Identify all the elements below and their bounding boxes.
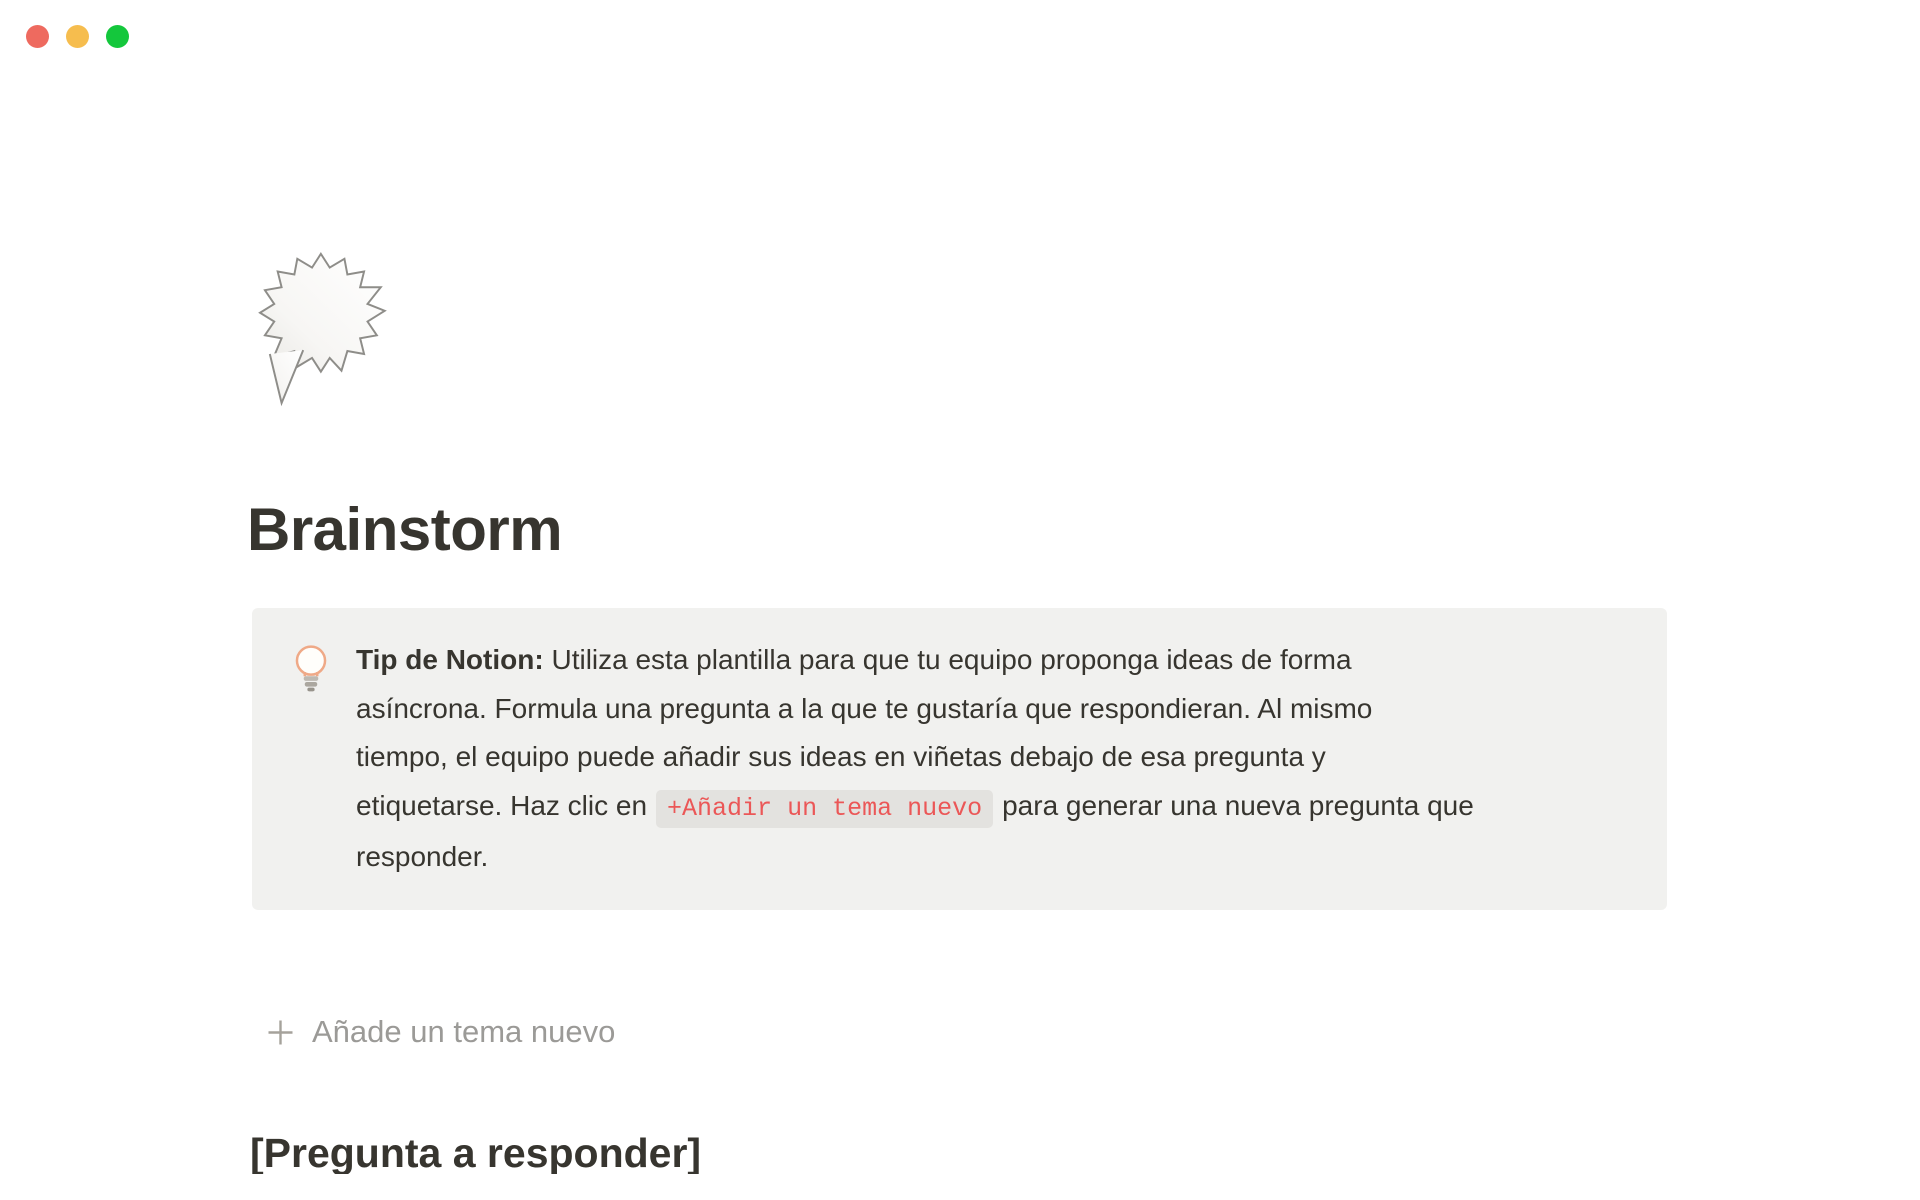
page-icon-button[interactable] [240,246,388,408]
callout-line-4-before: etiquetarse. Haz clic en [356,789,648,821]
callout-line-5: responder. [356,841,489,872]
close-button[interactable] [26,25,49,48]
tip-label: Tip de Notion: [356,644,544,675]
section-heading[interactable]: [Pregunta a responder] [250,1130,702,1174]
callout-line-2: asíncrona. Formula una pregunta a la que te gustaría que respondieran. Al mismo [356,692,1373,724]
section-heading-clip [250,1128,1250,1174]
add-topic-button[interactable] [265,1008,615,1056]
lightbulb-icon[interactable] [290,636,334,701]
callout-line-4 [356,782,1474,834]
minimize-button[interactable] [66,25,89,48]
code-snippet: +Añadir un tema nuevo [656,790,993,828]
callout-line-3: tiempo, el equipo puede añadir sus ideas en viñetas debajo de esa pregunta y [356,741,1326,772]
callout-line-4-after: para generar una nueva pregunta que [1002,789,1474,821]
page-title[interactable]: Brainstorm [247,496,563,563]
callout-line-1 [356,636,1474,685]
plus-icon [265,1017,296,1048]
window-controls [26,25,129,48]
zoom-button[interactable] [106,25,129,48]
tip-callout [252,608,1667,910]
anger-bubble-icon [240,246,388,408]
add-topic-label: Añade un tema nuevo [312,1014,616,1049]
callout-line-1-text: Utiliza esta plantilla para que tu equipo proponga ideas de forma [543,644,1352,675]
callout-text[interactable] [356,636,1474,882]
